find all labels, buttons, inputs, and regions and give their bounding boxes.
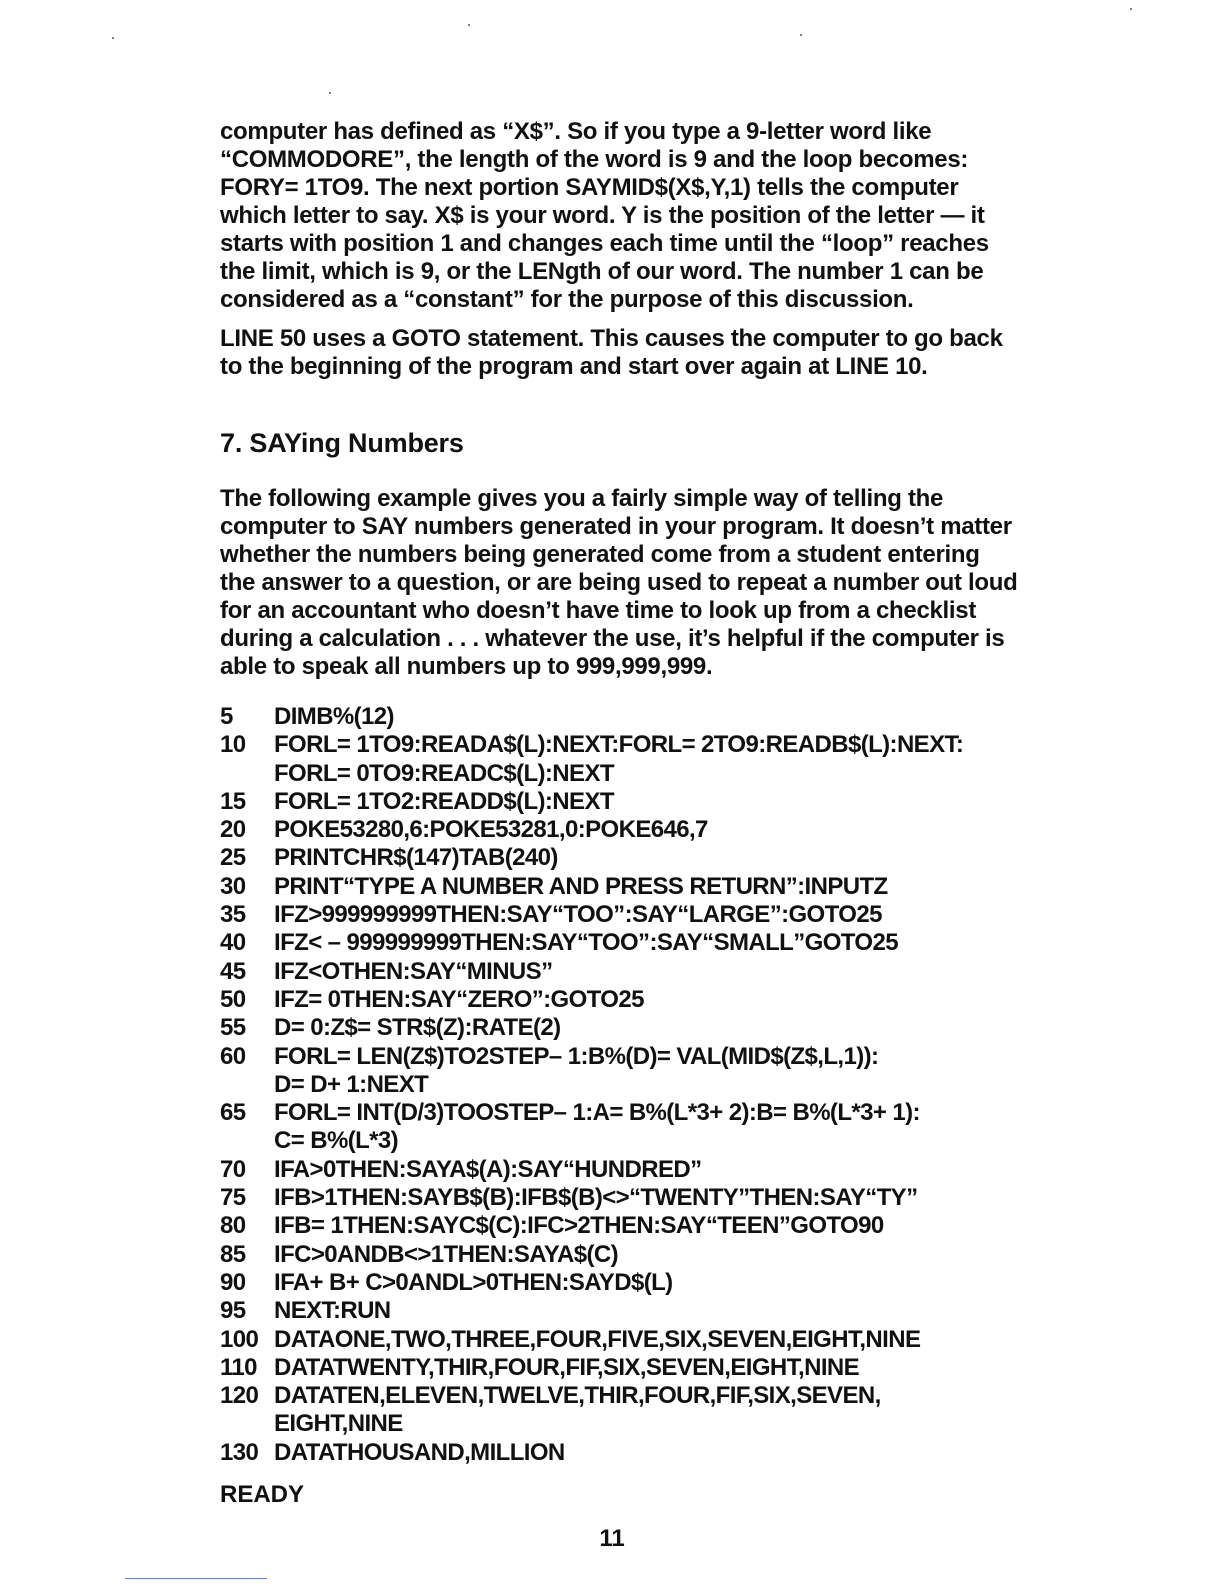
section-heading: 7. SAYing Numbers: [220, 428, 464, 458]
program-line: [220, 1439, 1100, 1467]
statement-text: [274, 844, 1100, 872]
program-line: [220, 958, 1100, 986]
statement-segment: D= D+ 1:NEXT: [274, 1070, 429, 1098]
footnote-rule: [125, 1578, 267, 1579]
scan-speck: [112, 37, 114, 39]
line-number: 30: [220, 872, 246, 900]
text-line: during a calculation . . . whatever the use, it’s helpful if the computer is: [220, 625, 1005, 652]
statement-text: [274, 1014, 1100, 1042]
line-number: 60: [220, 1042, 246, 1070]
statement-segment: IFZ<OTHEN:SAY“MINUS”: [274, 957, 553, 985]
ready-prompt: READY: [220, 1481, 305, 1509]
line-number: 80: [220, 1212, 246, 1240]
line-number: 10: [220, 731, 246, 759]
text-line: computer to SAY numbers generated in your program. It doesn’t matter: [220, 513, 1012, 540]
line-number: 15: [220, 787, 246, 815]
line-number: 120: [220, 1382, 259, 1410]
line-number: 95: [220, 1297, 246, 1325]
line-number: 75: [220, 1184, 246, 1212]
statement-text: [274, 1439, 1100, 1467]
scan-speck: [800, 34, 802, 36]
statement-text: [274, 1269, 1100, 1297]
statement-text: [274, 1043, 1100, 1100]
statement-text: [274, 703, 1100, 731]
statement-text: [274, 901, 1100, 929]
line-number: 55: [220, 1014, 246, 1042]
program-line: [220, 873, 1100, 901]
line-number: 50: [220, 985, 246, 1013]
line-number: 70: [220, 1155, 246, 1183]
program-line: [220, 844, 1100, 872]
statement-segment: C= B%(L*3): [274, 1127, 399, 1155]
text-line: whether the numbers being generated come from a student entering: [220, 541, 980, 568]
statement-text: [274, 1297, 1100, 1325]
text-line: LINE 50 uses a GOTO statement. This causes the computer to go back: [220, 325, 1003, 352]
text-line: able to speak all numbers up to 999,999,999.: [220, 653, 713, 680]
line-number: 90: [220, 1268, 246, 1296]
line-number: 85: [220, 1240, 246, 1268]
statement-text: [274, 731, 1100, 788]
statement-segment: IFC>0ANDB<>1THEN:SAYA$(C): [274, 1240, 618, 1268]
scan-speck: [468, 24, 470, 26]
line-number: 110: [220, 1353, 257, 1381]
statement-text: [274, 1099, 1100, 1156]
statement-text: [274, 1354, 1100, 1382]
statement-text: [274, 873, 1100, 901]
program-line: [220, 986, 1100, 1014]
statement-segment: PRINT“TYPE A NUMBER AND PRESS RETURN”:INPUTZ: [274, 872, 888, 900]
line-number: 45: [220, 957, 246, 985]
program-line: [220, 788, 1100, 816]
text-line: the answer to a question, or are being used to repeat a number out loud: [220, 569, 1018, 596]
statement-segment: D= 0:Z$= STR$(Z):RATE(2): [274, 1014, 561, 1042]
text-line: which letter to say. X$ is your word. Y is the position of the letter — it: [220, 202, 985, 229]
section-paragraph: [220, 485, 1100, 681]
statement-segment: DATATEN,ELEVEN,TWELVE,THIR,FOUR,FIF,SIX,SEVEN,: [274, 1382, 881, 1410]
statement-segment: IFZ>999999999THEN:SAY“TOO”:SAY“LARGE”:GOTO25: [274, 901, 882, 929]
page-number: 11: [599, 1525, 625, 1552]
program-line: [220, 1156, 1100, 1184]
text-line: for an accountant who doesn’t have time to look up from a checklist: [220, 597, 977, 624]
statement-segment: FORL= 1TO9:READA$(L):NEXT:FORL= 2TO9:READB$(L):NEXT:: [274, 731, 964, 759]
statement-text: [274, 788, 1100, 816]
statement-segment: IFZ= 0THEN:SAY“ZERO”:GOTO25: [274, 985, 644, 1013]
program-line: [220, 731, 1100, 788]
program-line: [220, 1241, 1100, 1269]
program-line: [220, 1382, 1100, 1439]
text-line: “COMMODORE”, the length of the word is 9 and the loop becomes:: [220, 146, 969, 173]
statement-segment: DIMB%(12): [274, 703, 394, 730]
line-number: 20: [220, 816, 246, 844]
statement-text: [274, 816, 1100, 844]
program-line: [220, 901, 1100, 929]
statement-segment: FORL= 1TO2:READD$(L):NEXT: [274, 787, 614, 815]
text-line: the limit, which is 9, or the LENgth of our word. The number 1 can be: [220, 258, 984, 285]
line-number: 100: [220, 1325, 259, 1353]
line-number: 5: [220, 703, 233, 730]
scan-speck: [1130, 8, 1132, 10]
statement-segment: NEXT:RUN: [274, 1297, 391, 1325]
statement-segment: POKE53280,6:POKE53281,0:POKE646,7: [274, 816, 708, 844]
intro-paragraph: [220, 118, 1100, 314]
text-line: considered as a “constant” for the purpose of this discussion.: [220, 286, 914, 313]
text-line: computer has defined as “X$”. So if you type a 9-letter word like: [220, 118, 932, 145]
statement-segment: DATATWENTY,THIR,FOUR,FIF,SIX,SEVEN,EIGHT,NINE: [274, 1353, 860, 1381]
statement-text: [274, 1326, 1100, 1354]
line-number: 35: [220, 901, 246, 929]
statement-segment: EIGHT,NINE: [274, 1410, 403, 1438]
statement-text: [274, 986, 1100, 1014]
statement-text: [274, 1212, 1100, 1240]
statement-segment: IFB>1THEN:SAYB$(B):IFB$(B)<>“TWENTY”THEN:SAY“TY”: [274, 1184, 918, 1212]
statement-text: [274, 1382, 1100, 1439]
statement-text: [274, 929, 1100, 957]
program-line: [220, 1099, 1100, 1156]
line-number: 25: [220, 844, 246, 872]
statement-segment: PRINTCHR$(147)TAB(240): [274, 844, 558, 872]
line-number: 130: [220, 1438, 259, 1466]
text-line: FORY= 1TO9. The next portion SAYMID$(X$,Y,1) tells the computer: [220, 174, 959, 201]
program-line: [220, 929, 1100, 957]
program-line: [220, 1269, 1100, 1297]
line50-paragraph: [220, 325, 1100, 381]
statement-segment: DATAONE,TWO,THREE,FOUR,FIVE,SIX,SEVEN,EIGHT,NINE: [274, 1325, 921, 1353]
program-line: [220, 1326, 1100, 1354]
program-line: [220, 1297, 1100, 1325]
line-number: 40: [220, 929, 246, 957]
text-line: The following example gives you a fairly simple way of telling the: [220, 485, 944, 512]
program-line: [220, 1014, 1100, 1042]
statement-text: [274, 1184, 1100, 1212]
page-content: [220, 118, 1100, 1509]
statement-segment: IFA>0THEN:SAYA$(A):SAY“HUNDRED”: [274, 1155, 702, 1183]
statement-segment: FORL= LEN(Z$)TO2STEP– 1:B%(D)= VAL(MID$(Z$,L,1)):: [274, 1042, 879, 1070]
statement-text: [274, 958, 1100, 986]
statement-segment: FORL= 0TO9:READC$(L):NEXT: [274, 759, 614, 787]
program-line: [220, 1043, 1100, 1100]
text-line: starts with position 1 and changes each time until the “loop” reaches: [220, 230, 989, 257]
program-line: [220, 816, 1100, 844]
statement-segment: IFZ< – 999999999THEN:SAY“TOO”:SAY“SMALL”GOTO25: [274, 929, 898, 957]
program-line: [220, 1212, 1100, 1240]
statement-text: [274, 1156, 1100, 1184]
statement-segment: DATATHOUSAND,MILLION: [274, 1438, 565, 1466]
line-number: 65: [220, 1099, 246, 1127]
statement-text: [274, 1241, 1100, 1269]
text-line: to the beginning of the program and start over again at LINE 10.: [220, 353, 928, 380]
statement-segment: IFA+ B+ C>0ANDL>0THEN:SAYD$(L): [274, 1268, 673, 1296]
program-line: [220, 1354, 1100, 1382]
statement-segment: IFB= 1THEN:SAYC$(C):IFC>2THEN:SAY“TEEN”GOTO90: [274, 1212, 884, 1240]
program-line: [220, 703, 1100, 731]
program-listing: [220, 703, 1100, 1467]
scan-speck: [329, 92, 331, 94]
program-line: [220, 1184, 1100, 1212]
statement-segment: FORL= INT(D/3)TOOSTEP– 1:A= B%(L*3+ 2):B= B%(L*3+ 1):: [274, 1099, 920, 1127]
